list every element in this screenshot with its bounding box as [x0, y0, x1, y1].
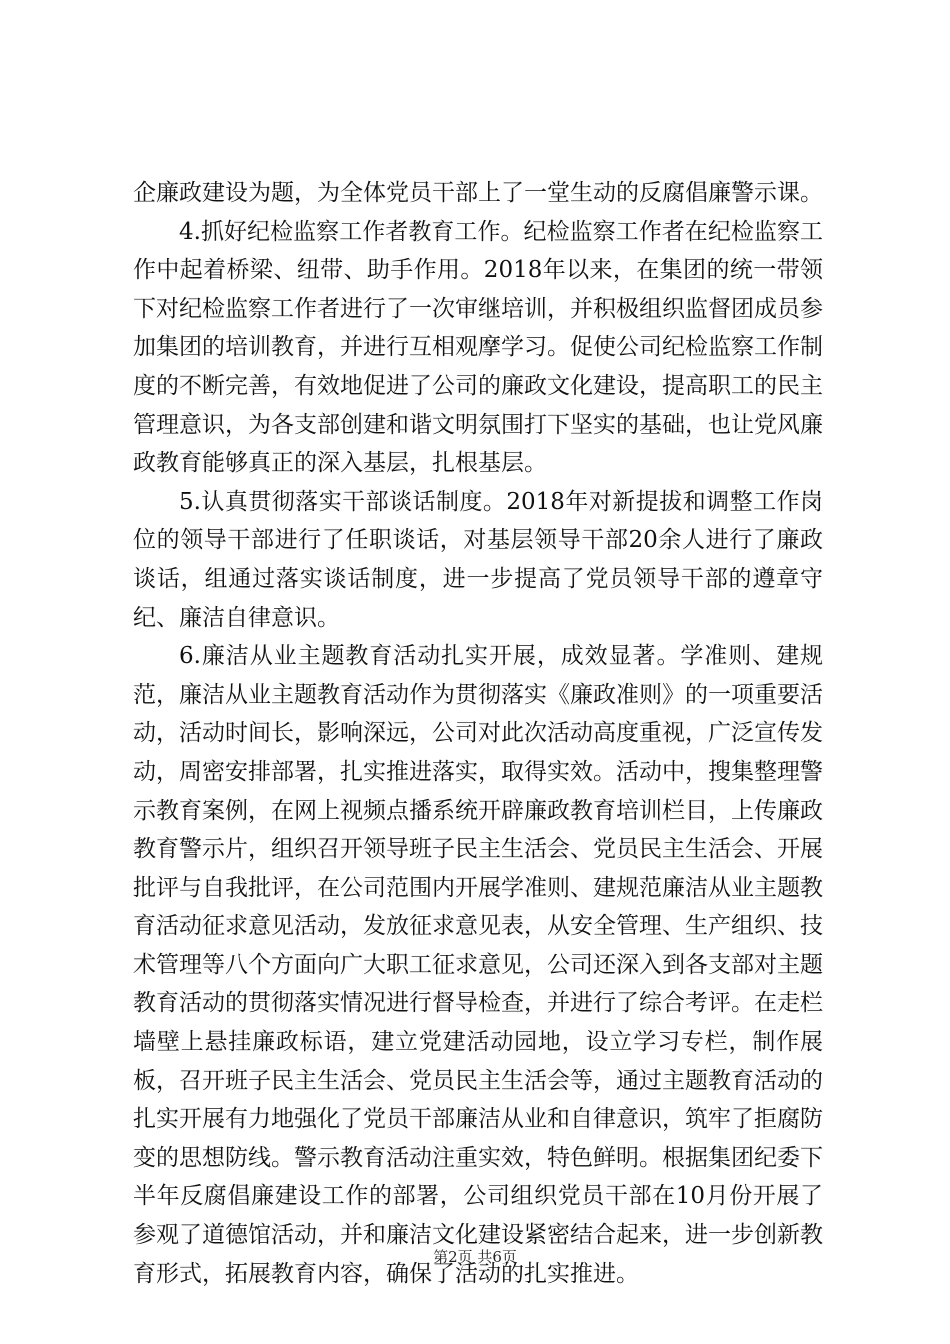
page-footer: 第2页 共6页	[433, 1248, 517, 1266]
paragraph-item-5: 5.认真贯彻落实干部谈话制度。2018年对新提拔和调整工作岗位的领导干部进行了任职谈话，对基层领导干部20余人进行了廉政谈话，组通过落实谈话制度，进一步提高了党员领导干部的遵章守纪、廉洁自律意识。	[133, 488, 823, 631]
paragraph-item-6: 6.廉洁从业主题教育活动扎实开展，成效显著。学准则、建规范，廉洁从业主题教育活动作为贯彻落实《廉政准则》的一项重要活动，活动时间长，影响深远，公司对此次活动高度重视，广泛宣传发动，周密安排部署，扎实推进落实，取得实效。活动中，搜集整理警示教育案例，在网上视频点播系统开辟廉政教育培训栏目，上传廉政教育警示片，组织召开领导班子民主生活会、党员民主生活会、开展批评与自我批评，在公司范围内开展学准则、建规范廉洁从业主题教育活动征求意见活动，发放征求意见表，从安全管理、生产组织、技术管理等八个方面向广大职工征求意见，公司还深入到各支部对主题教育活动的贯彻落实情况进行督导检查，并进行了综合考评。在走栏墙壁上悬挂廉政标语，建立党建活动园地，设立学习专栏，制作展板，召开班子民主生活会、党员民主生活会等，通过主题教育活动的扎实开展有力地强化了党员干部廉洁从业和自律意识，筑牢了拒腐防变的思想防线。警示教育活动注重实效，特色鲜明。根据集团纪委下半年反腐倡廉建设工作的部署，公司组织党员干部在10月份开展了参观了道德馆活动，并和廉洁文化建设紧密结合起来，进一步创新教育形式，拓展教育内容，确保了活动的扎实推进。	[133, 643, 823, 1287]
paragraph-continuation: 企廉政建设为题，为全体党员干部上了一堂生动的反腐倡廉警示课。	[133, 180, 823, 206]
document-body	[133, 174, 823, 1293]
paragraph-item-4: 4.抓好纪检监察工作者教育工作。纪检监察工作者在纪检监察工作中起着桥梁、纽带、助手作用。2018年以来，在集团的统一带领下对纪检监察工作者进行了一次审继培训，并积极组织监督团成员参加集团的培训教育，并进行互相观摩学习。促使公司纪检监察工作制度的不断完善，有效地促进了公司的廉政文化建设，提高职工的民主管理意识，为各支部创建和谐文明氛围打下坚实的基础，也让党风廉政教育能够真正的深入基层，扎根基层。	[133, 218, 823, 477]
